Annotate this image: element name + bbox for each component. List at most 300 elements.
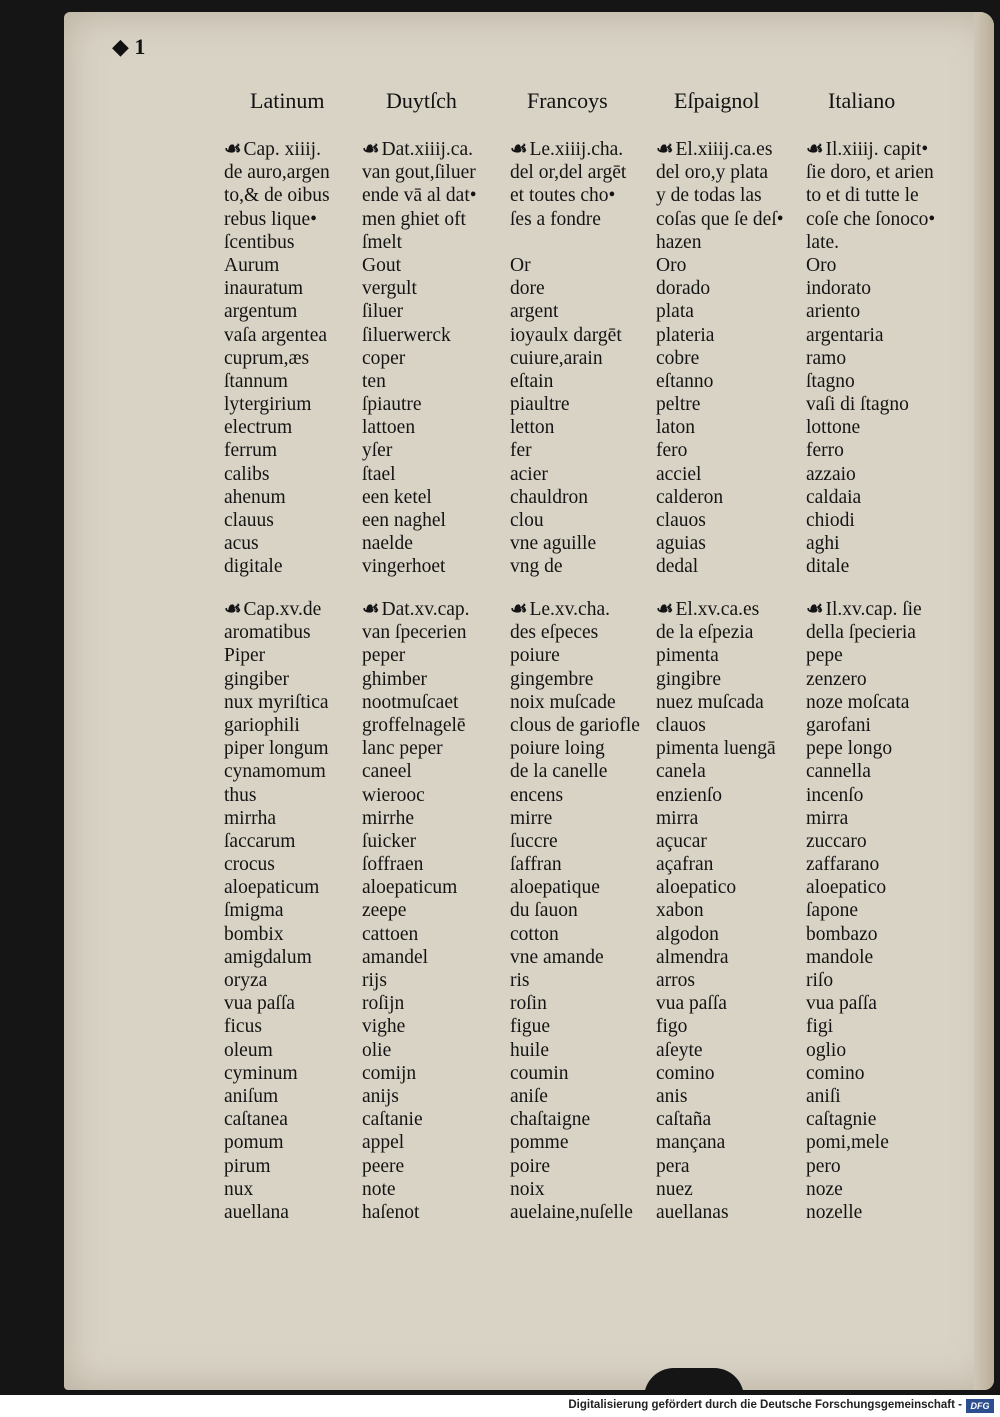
word-entry	[656, 532, 806, 555]
word-text: aloepatico	[806, 877, 887, 899]
word-text: auellanas	[656, 1201, 729, 1223]
word-text: cannella	[806, 761, 871, 783]
word-text: to et di tutte le	[806, 185, 919, 207]
word-entry	[510, 946, 660, 969]
word-text: azzaio	[806, 463, 856, 485]
word-text: bombix	[224, 923, 284, 945]
word-entry	[362, 876, 512, 899]
word-entry	[510, 555, 660, 578]
word-text: caſtanea	[224, 1109, 288, 1131]
word-text: acciel	[656, 463, 702, 485]
word-entry	[510, 138, 660, 161]
word-entry	[510, 598, 660, 621]
word-entry	[806, 598, 956, 621]
word-text: xabon	[656, 900, 704, 922]
word-entry	[806, 923, 956, 946]
word-text: lattoen	[362, 417, 416, 439]
word-entry	[362, 532, 512, 555]
word-entry	[806, 1062, 956, 1085]
word-entry	[224, 324, 374, 347]
word-text: anijs	[362, 1085, 399, 1107]
word-text: zenzero	[806, 668, 867, 690]
word-entry	[656, 923, 806, 946]
word-entry	[362, 621, 512, 644]
word-entry	[224, 532, 374, 555]
word-text: della ſpecieria	[806, 622, 916, 644]
word-entry	[362, 1201, 512, 1224]
word-text: eſtanno	[656, 370, 714, 392]
word-text: Dat.xiiij.ca.	[381, 139, 473, 160]
word-entry	[510, 486, 660, 509]
word-text: ferro	[806, 440, 844, 462]
word-entry	[510, 621, 660, 644]
word-text: rijs	[362, 970, 387, 991]
word-entry	[224, 509, 374, 532]
word-text: caldaia	[806, 486, 862, 508]
word-text: poiure loing	[510, 738, 605, 760]
word-text: lanc peper	[362, 738, 443, 760]
word-entry	[806, 416, 956, 439]
word-entry	[510, 393, 660, 416]
word-text: caſtagnie	[806, 1109, 877, 1131]
word-text: vaſi di ſtagno	[806, 394, 909, 416]
word-text: figue	[510, 1016, 551, 1038]
word-entry	[806, 807, 956, 830]
word-entry	[510, 416, 660, 439]
word-entry	[806, 324, 956, 347]
word-text: Oro	[656, 254, 687, 276]
pilcrow-icon: ☙	[510, 599, 528, 620]
word-text: olie	[362, 1039, 392, 1061]
section1-duytsch-column	[362, 138, 512, 579]
word-text: calderon	[656, 486, 724, 508]
word-text: ſtannum	[224, 370, 288, 392]
word-entry	[656, 644, 806, 667]
word-entry	[362, 1015, 512, 1038]
word-entry	[362, 254, 512, 277]
word-entry	[362, 784, 512, 807]
word-entry	[224, 254, 374, 277]
word-entry	[510, 208, 660, 231]
word-entry	[806, 1178, 956, 1201]
word-entry	[510, 807, 660, 830]
word-entry	[510, 161, 660, 184]
word-entry	[656, 416, 806, 439]
word-text: cyminum	[224, 1062, 298, 1084]
word-entry	[656, 300, 806, 323]
word-entry	[510, 737, 660, 760]
word-text: rebus lique•	[224, 208, 317, 230]
word-text: de auro,argen	[224, 162, 330, 184]
word-entry	[224, 760, 374, 783]
word-text: vua paſſa	[806, 993, 877, 1015]
word-text: ſtael	[362, 463, 396, 485]
word-entry	[656, 1039, 806, 1062]
word-entry	[806, 439, 956, 462]
pilcrow-icon: ☙	[362, 599, 380, 620]
word-text: nuez muſcada	[656, 691, 764, 713]
word-entry	[656, 393, 806, 416]
word-text: poiure	[510, 645, 560, 667]
word-text: peere	[362, 1155, 405, 1177]
word-text: clauos	[656, 714, 706, 736]
word-entry	[362, 598, 512, 621]
word-entry	[656, 992, 806, 1015]
word-text: indorato	[806, 278, 871, 300]
word-text: comino	[806, 1062, 865, 1084]
word-entry	[362, 393, 512, 416]
word-entry	[806, 853, 956, 876]
word-text: yſer	[362, 440, 393, 462]
header-italiano: Italiano	[828, 88, 896, 113]
word-entry	[806, 899, 956, 922]
word-entry	[510, 714, 660, 737]
word-text: pirum	[224, 1155, 271, 1177]
word-text: acier	[510, 463, 548, 485]
word-text: gingibre	[656, 668, 721, 690]
word-entry	[510, 992, 660, 1015]
word-text: mirrha	[224, 807, 276, 829]
header-duytsch: Duytſch	[386, 88, 457, 113]
word-text: aghi	[806, 533, 840, 555]
word-text: gingiber	[224, 668, 289, 690]
section2-francoys-column	[510, 598, 660, 1224]
word-text: ende vā al dat•	[362, 185, 477, 207]
word-entry	[362, 439, 512, 462]
word-entry	[224, 784, 374, 807]
word-entry	[224, 184, 374, 207]
header-espaignol: Eſpaignol	[674, 88, 760, 113]
word-text: aloepaticum	[224, 877, 320, 899]
section2-italiano-column	[806, 598, 956, 1224]
word-entry	[806, 138, 956, 161]
word-entry	[510, 644, 660, 667]
word-entry	[362, 644, 512, 667]
word-entry	[656, 1201, 806, 1224]
word-text: chauldron	[510, 486, 588, 508]
word-entry	[510, 532, 660, 555]
word-text: encens	[510, 784, 564, 806]
page-notch	[644, 1368, 744, 1398]
word-entry	[362, 992, 512, 1015]
word-text: cuprum,æs	[224, 347, 310, 369]
section2-duytsch-column	[362, 598, 512, 1224]
word-text: electrum	[224, 417, 293, 439]
word-text: letton	[510, 417, 555, 439]
word-entry	[806, 621, 956, 644]
word-text: des eſpeces	[510, 622, 599, 644]
word-text: mançana	[656, 1132, 726, 1154]
word-text: garofani	[806, 714, 871, 736]
word-text: del or,del argēt	[510, 162, 627, 184]
word-text: mirra	[806, 807, 849, 829]
word-text: ſiluer	[362, 301, 404, 323]
word-text: clauus	[224, 510, 274, 531]
word-text: crocus	[224, 854, 275, 876]
word-entry	[656, 1108, 806, 1131]
word-text: oryza	[224, 970, 268, 991]
word-entry	[224, 161, 374, 184]
word-entry	[510, 347, 660, 370]
word-text: vng de	[510, 556, 563, 578]
word-text: de la eſpezia	[656, 622, 754, 644]
word-text: almendra	[656, 946, 729, 968]
word-text: vighe	[362, 1016, 406, 1038]
word-entry	[656, 1155, 806, 1178]
word-text: nux myriſtica	[224, 691, 329, 713]
word-text: zeepe	[362, 900, 407, 922]
word-entry	[656, 324, 806, 347]
word-text: algodon	[656, 923, 719, 945]
word-text: noix muſcade	[510, 691, 616, 713]
dfg-logo: DFG	[966, 1399, 994, 1413]
word-text: ſuicker	[362, 830, 417, 852]
word-text: comino	[656, 1062, 715, 1084]
word-text: ſaffran	[510, 854, 562, 876]
word-text: vne amande	[510, 946, 604, 968]
word-text: vua paſſa	[656, 993, 727, 1015]
word-entry	[806, 1201, 956, 1224]
word-text: aloepatique	[510, 877, 600, 899]
word-text: nux	[224, 1178, 254, 1200]
word-text: ſie doro, et arien	[806, 162, 934, 184]
word-entry	[806, 532, 956, 555]
word-entry	[656, 1062, 806, 1085]
word-entry	[510, 277, 660, 300]
word-entry	[806, 668, 956, 691]
word-text: fer	[510, 440, 532, 462]
word-entry	[510, 1015, 660, 1038]
word-text: ahenum	[224, 486, 286, 508]
word-text: lytergirium	[224, 394, 312, 416]
word-text: clou	[510, 510, 544, 531]
word-entry	[362, 737, 512, 760]
word-entry	[510, 969, 660, 992]
word-entry	[362, 555, 512, 578]
pilcrow-icon: ☙	[656, 139, 674, 160]
word-text: Dat.xv.cap.	[381, 599, 470, 620]
word-entry	[806, 876, 956, 899]
word-entry	[510, 463, 660, 486]
word-entry	[806, 714, 956, 737]
word-entry	[362, 1039, 512, 1062]
word-entry	[362, 463, 512, 486]
word-entry	[806, 644, 956, 667]
word-entry	[656, 161, 806, 184]
word-text: dorado	[656, 278, 711, 300]
word-entry	[656, 714, 806, 737]
word-text: argentaria	[806, 324, 884, 346]
word-text: arros	[656, 970, 695, 991]
word-text: calibs	[224, 463, 270, 485]
word-text: El.xiiij.ca.es	[675, 139, 773, 160]
pilcrow-icon: ☙	[806, 599, 824, 620]
word-text: El.xv.ca.es	[675, 599, 760, 620]
word-entry	[362, 899, 512, 922]
word-entry	[224, 347, 374, 370]
word-entry	[362, 1155, 512, 1178]
word-text: ten	[362, 370, 386, 392]
word-entry	[362, 416, 512, 439]
word-text: coumin	[510, 1062, 569, 1084]
word-entry	[656, 138, 806, 161]
word-text: açafran	[656, 854, 714, 876]
word-text: Le.xv.cha.	[529, 599, 610, 620]
word-entry	[510, 1062, 660, 1085]
word-text: pera	[656, 1155, 690, 1177]
word-text: clauos	[656, 510, 706, 531]
word-entry	[362, 946, 512, 969]
word-entry	[656, 760, 806, 783]
word-entry	[362, 1108, 512, 1131]
pilcrow-icon: ☙	[510, 139, 528, 160]
word-entry	[224, 946, 374, 969]
word-entry	[224, 138, 374, 161]
word-entry	[362, 668, 512, 691]
word-text: van ſpecerien	[362, 622, 467, 644]
word-entry	[806, 737, 956, 760]
word-text: note	[362, 1178, 396, 1200]
word-entry	[362, 807, 512, 830]
word-entry	[224, 691, 374, 714]
word-text: coper	[362, 347, 406, 369]
word-text: fero	[656, 440, 688, 462]
word-text: amandel	[362, 946, 429, 968]
section2-espaignol-column	[656, 598, 806, 1224]
word-text: comijn	[362, 1062, 417, 1084]
word-text: vergult	[362, 278, 417, 300]
word-entry	[224, 463, 374, 486]
word-entry	[224, 300, 374, 323]
word-text: nootmuſcaet	[362, 691, 459, 713]
word-text: naelde	[362, 533, 413, 555]
word-entry	[362, 138, 512, 161]
word-text: hazen	[656, 231, 702, 253]
word-text: ſes a fondre	[510, 208, 601, 230]
word-entry	[224, 231, 374, 254]
word-entry	[806, 992, 956, 1015]
word-entry	[224, 1039, 374, 1062]
word-text: vingerhoet	[362, 556, 446, 578]
word-entry	[510, 760, 660, 783]
word-entry	[362, 714, 512, 737]
word-entry	[806, 370, 956, 393]
word-text: coſas que ſe deſ•	[656, 208, 784, 230]
word-text: noze moſcata	[806, 691, 910, 713]
word-text: ficus	[224, 1016, 262, 1038]
section1-latin-column	[224, 138, 374, 579]
word-text: mirra	[656, 807, 699, 829]
word-entry	[656, 621, 806, 644]
word-entry	[656, 184, 806, 207]
word-entry	[224, 621, 374, 644]
word-entry	[362, 1062, 512, 1085]
word-entry	[806, 1039, 956, 1062]
word-entry	[362, 760, 512, 783]
word-text: ris	[510, 970, 530, 991]
word-entry	[224, 555, 374, 578]
word-text: eſtain	[510, 370, 554, 392]
word-text: poire	[510, 1155, 551, 1177]
header-latinum: Latinum	[250, 88, 325, 113]
word-entry	[510, 439, 660, 462]
word-text: groffelnagelē	[362, 714, 466, 736]
word-text: argent	[510, 301, 559, 323]
word-text: ioyaulx dargēt	[510, 324, 622, 346]
word-text: lottone	[806, 417, 861, 439]
word-entry	[510, 1039, 660, 1062]
word-text: aniſe	[510, 1085, 548, 1107]
word-entry	[806, 208, 956, 231]
word-entry	[510, 184, 660, 207]
word-entry	[806, 555, 956, 578]
word-text: zaffarano	[806, 854, 880, 876]
word-text: cynamomum	[224, 761, 326, 783]
word-text: Cap. xiiij.	[243, 139, 321, 160]
word-text: cuiure,arain	[510, 347, 603, 369]
word-entry	[656, 439, 806, 462]
word-text: mandole	[806, 946, 874, 968]
word-text: to,& de oibus	[224, 185, 330, 207]
word-entry	[224, 876, 374, 899]
word-entry	[510, 784, 660, 807]
word-text: een ketel	[362, 486, 432, 508]
word-text: peltre	[656, 394, 701, 416]
word-text: noix	[510, 1178, 545, 1200]
word-text: Le.xiiij.cha.	[529, 139, 624, 160]
word-entry	[510, 1178, 660, 1201]
digitization-footer	[0, 1395, 1000, 1417]
word-entry	[656, 509, 806, 532]
word-entry	[806, 509, 956, 532]
word-text: figo	[656, 1016, 688, 1038]
word-entry	[806, 969, 956, 992]
word-text: ariento	[806, 301, 861, 323]
word-entry	[656, 668, 806, 691]
word-entry	[362, 486, 512, 509]
word-text: digitale	[224, 556, 283, 578]
word-text: Gout	[362, 254, 401, 276]
word-text: Oro	[806, 254, 837, 276]
word-text: aloepatico	[656, 877, 737, 899]
word-entry	[224, 370, 374, 393]
word-entry	[510, 853, 660, 876]
word-text: cattoen	[362, 923, 419, 945]
word-entry	[806, 184, 956, 207]
word-text: aniſi	[806, 1085, 841, 1107]
pilcrow-icon: ☙	[224, 139, 242, 160]
word-entry	[656, 598, 806, 621]
word-entry	[806, 161, 956, 184]
word-text: appel	[362, 1132, 405, 1154]
word-text: aromatibus	[224, 622, 311, 644]
word-text: mirrhe	[362, 807, 414, 829]
word-entry	[656, 254, 806, 277]
word-text: vne aguille	[510, 533, 597, 555]
word-entry	[362, 830, 512, 853]
word-entry	[656, 486, 806, 509]
word-text: ferrum	[224, 440, 278, 462]
word-entry	[510, 254, 660, 277]
word-text: chaſtaigne	[510, 1109, 591, 1131]
word-entry	[510, 668, 660, 691]
word-entry	[224, 969, 374, 992]
word-text: Piper	[224, 645, 266, 667]
word-entry	[656, 208, 806, 231]
word-text: nozelle	[806, 1201, 863, 1223]
word-entry	[362, 853, 512, 876]
word-text: Il.xiiij. capit•	[825, 139, 929, 160]
